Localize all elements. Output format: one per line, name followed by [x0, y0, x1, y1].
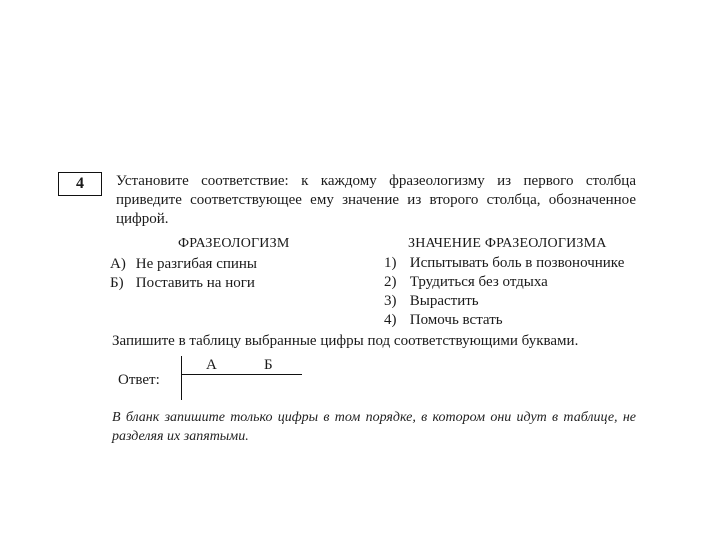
meaning-column-heading: ЗНАЧЕНИЕ ФРАЗЕОЛОГИЗМА — [408, 236, 607, 251]
list-item — [384, 311, 624, 330]
answer-instruction: Запишите в таблицу выбранные цифры под соответствующими буквами. — [112, 333, 579, 349]
meaning-list — [384, 254, 624, 330]
item-number: 4) — [384, 312, 397, 328]
answer-column-a: А — [206, 357, 217, 373]
list-item — [384, 254, 624, 273]
list-item — [110, 274, 257, 293]
task-number: 4 — [76, 175, 84, 192]
item-text: Испытывать боль в позвоночнике — [409, 255, 625, 271]
item-text: Поставить на ноги — [135, 275, 255, 291]
item-letter: Б) — [110, 275, 124, 291]
list-item — [384, 292, 624, 311]
item-number: 3) — [384, 293, 397, 309]
item-letter: А) — [110, 256, 126, 272]
answer-column-b: Б — [264, 357, 273, 373]
task-number-box — [58, 172, 102, 196]
item-text: Помочь встать — [409, 312, 503, 328]
item-number: 1) — [384, 255, 397, 271]
item-text: Не разгибая спины — [135, 256, 258, 272]
answer-table — [181, 356, 302, 400]
list-item — [110, 255, 257, 274]
table-divider — [182, 374, 302, 375]
answer-label: Ответ: — [118, 372, 160, 388]
item-text: Трудиться без отдыха — [409, 274, 548, 290]
phraseologism-column-heading: ФРАЗЕОЛОГИЗМ — [178, 236, 290, 251]
footnote: В бланк запишите только цифры в том порядке, в котором они идут в таблице, не разделяя их запятыми. — [112, 410, 636, 444]
item-number: 2) — [384, 274, 397, 290]
task-instruction: Установите соответствие: к каждому фразеологизму из первого столбца приведите соответствующее ему значение из второго столбца, обозначенное цифрой. — [116, 173, 636, 227]
item-text: Вырастить — [409, 293, 479, 309]
list-item — [384, 273, 624, 292]
phraseologism-list — [110, 255, 257, 293]
